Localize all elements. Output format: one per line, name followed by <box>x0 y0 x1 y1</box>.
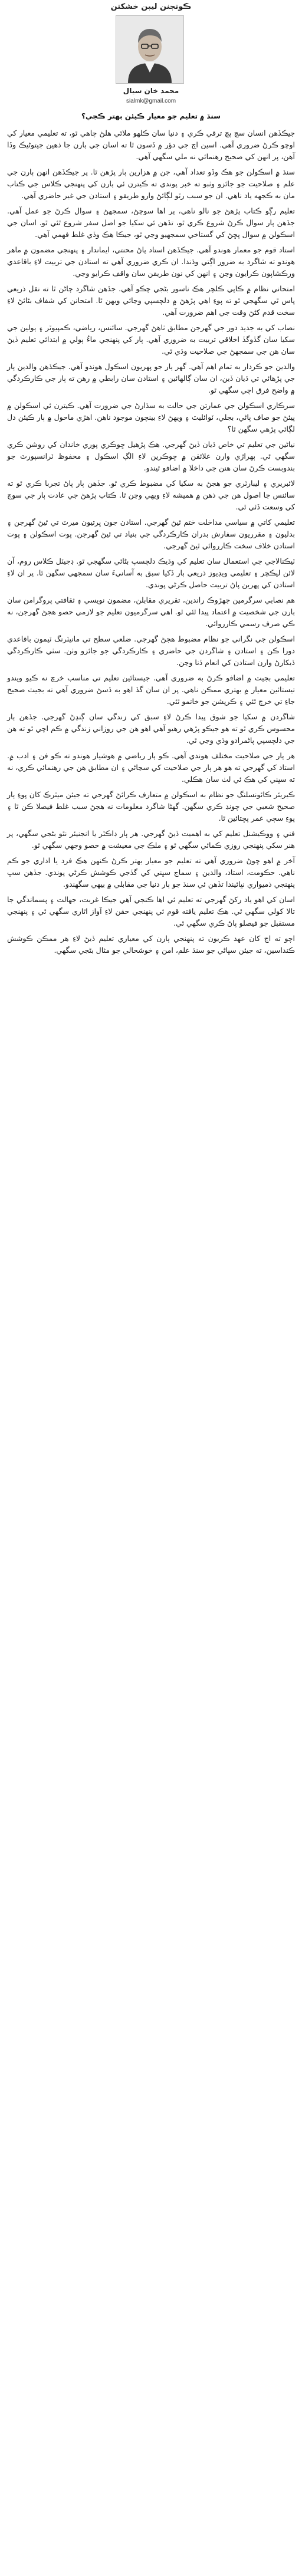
article-paragraph: لائبريري ۽ ليبارٽري جو هجڻ به سکيا کي مضبوط ڪري ٿو. جڏهن ٻار پاڻ تجربا ڪري ٿو ته سائنس جا اصول هن جي ذهن ۾ هميشه لاءِ ويهي وڃن ٿا. ڪتاب پڙهڻ جي عادت ٻار جي سوچ کي وسعت ڏئي ٿي. <box>7 479 295 511</box>
article-paragraph: نياڻين جي تعليم تي خاص ڌيان ڏيڻ گهرجي. هڪ پڙهيل ڇوڪري پوري خاندان کي روشن ڪري سگهي ٿي. ٻهراڙي وارن علائقن ۾ ڇوڪرين لاءِ الڳ اسڪول ۽ محفوظ ٽرانسپورٽ جو بندوبست ڪرڻ سان هنن جي داخلا ۾ اضافو ٿيندو. <box>7 440 295 472</box>
article-paragraph: اچو ته اڄ کان عهد ڪريون ته پنهنجي ٻارن کي معياري تعليم ڏيڻ لاءِ هر ممڪن ڪوشش ڪنداسين، ته جيئن سڀاڻي جو سنڌ علم، امن ۽ خوشحالي جو مثال بڻجي سگهي. <box>7 934 295 955</box>
article-paragraph: تعليم رڳو ڪتاب پڙهڻ جو نالو ناهي، پر اها سوچڻ، سمجهڻ ۽ سوال ڪرڻ جو عمل آهي. جڏهن ٻار سوال ڪرڻ شروع ڪري ٿو، تڏهن ئي سکيا جو اصل سفر شروع ٿئي ٿو. اسان جي اسڪولن ۾ سوال پڇڻ کي گستاخي سمجهيو وڃي ٿو، جيڪا هڪ وڏي غلط فهمي آهي. <box>7 206 295 239</box>
article-paragraph: آخر ۾ اهو چوڻ ضروري آهي ته تعليم جو معيار بهتر ڪرڻ ڪنهن هڪ فرد يا اداري جو ڪم ناهي. حڪومت، استاد، والدين ۽ سماج سڀني کي گڏجي ڪوشش ڪرڻي پوندي. جڏهن سڀ پنهنجي ذميواري نڀائيندا تڏهن ئي سنڌ جو ٻار دنيا جي مقابلي ۾ بيهي سگهندو. <box>7 856 295 889</box>
author-name: محمد خان سيال <box>123 87 179 95</box>
article-paragraph: والدين جو ڪردار به تمام اهم آهي. گهر ٻار جو پهريون اسڪول هوندو آهي. جيڪڏهن والدين ٻار جي پڙهائي تي ڌيان ڏين، ان سان ڳالهائين ۽ استادن سان رابطي ۾ رهن ته ٻار جي ڪارڪردگي ۾ واضح فرق اچي سگهي ٿو. <box>7 362 295 394</box>
article-paragraph: تعليمي کاتي ۾ سياسي مداخلت ختم ٿيڻ گهرجي. استادن جون ڀرتيون ميرٽ تي ٿيڻ گهرجن ۽ بدليون ۽ مقرريون سفارش بدران ڪارڪردگي جي بنياد تي ٿيڻ گهرجن. ڀوت اسڪولن ۽ ڀوت استادن خلاف سخت ڪارروائي ٿيڻ گهرجي. <box>7 518 295 550</box>
article-paragraph: استاد قوم جو معمار هوندو آهي. جيڪڏهن استاد پاڻ محنتي، ايماندار ۽ پنهنجي مضمون ۾ ماهر هوندو ته شاگرد به ضرور اڳتي وڌندا. ان ڪري ضروري آهي ته استادن جي تربيت لاءِ باقاعدي ورڪشاپون ڪرايون وڃن ۽ انهن کي نون طريقن سان واقف ڪرايو وڃي. <box>7 245 295 278</box>
column-masthead <box>0 0 302 13</box>
column-title: ڪوتجنن ليبن خشکتن <box>110 2 192 11</box>
author-portrait <box>116 15 184 84</box>
article-paragraph: نصاب کي به جديد دور جي گهرجن مطابق ٺاهڻ گهرجي. سائنس، رياضي، ڪمپيوٽر ۽ ٻولين جي سکيا سان گڏوگڏ اخلاقي تربيت به ضروري آهي. ٻار کي پنهنجي ماءُ ٻولي ۾ ابتدائي تعليم ڏيڻ سان هن جي سمجهڻ جي صلاحيت وڌي ٿي. <box>7 323 295 356</box>
article-paragraph: امتحاني نظام ۾ ڪاپي ڪلچر هڪ ناسور بڻجي چڪو آهي. جڏهن شاگرد ڄاڻن ٿا ته نقل ذريعي پاس ٿي سگهجي ٿو ته پوءِ اهي پڙهڻ ۾ دلچسپي وڃائي ويهن ٿا. امتحانن کي شفاف بڻائڻ لاءِ سخت قدم کڻڻ وقت جي اهم ضرورت آهي. <box>7 284 295 317</box>
article-paragraph: اسان کي اهو ياد رکڻ گهرجي ته تعليم ئي اها ڪنجي آهي جيڪا غربت، جهالت ۽ پسماندگي جا تالا کولي سگهي ٿي. هڪ تعليم يافته قوم ئي پنهنجي حقن لاءِ آواز اٿاري سگهي ٿي ۽ پنهنجي مستقبل جو فيصلو پاڻ ڪري سگهي ٿي. <box>7 895 295 927</box>
article-paragraph: جيڪڏهن انسان سچ پچ ترقي ڪري ۽ دنيا سان ڪلهو ملائي هلڻ چاهي ٿو، ته تعليمي معيار کي اوچو ڪرڻ ضروري آهي. اسين اڄ جي دؤر ۾ ڏسون ٿا ته اسان جي ٻارن جا ذهين جيتوڻيڪ وڏا آهن، پر انهن کي صحيح رهنمائي نه ملي سگهي آهي. <box>7 129 295 161</box>
article-paragraph: ڪيريئر ڪائونسلنگ جو نظام به اسڪولن ۾ متعارف ڪرائڻ گهرجي ته جيئن ميٽرڪ کان پوءِ ٻار صحيح شعبي جي چونڊ ڪري سگهن. گهڻا شاگرد معلومات نه هجڻ سبب غلط فيصلا ڪن ٿا ۽ پوءِ سڄي عمر پڇتائين ٿا. <box>7 790 295 823</box>
article-paragraph: تعليمي بجيٽ ۾ اضافو ڪرڻ به ضروري آهي. جيستائين تعليم تي مناسب خرچ نه ڪيو ويندو تيستائين معيار ۾ بهتري ممڪن ناهي. پر ان سان گڏ اهو به ڏسڻ ضروري آهي ته بجيٽ صحيح جاءِ تي خرچ ٿئي ۽ ڪرپشن جو خاتمو ٿئي. <box>7 673 295 706</box>
author-email[interactable]: sialmk@gmail.com <box>126 98 176 104</box>
article-paragraph: هم نصابي سرگرمين جهڙوڪ راندين، تقريري مقابلن، مضمون نويسي ۽ ثقافتي پروگرامن سان ٻارن جي شخصيت ۾ اعتماد پيدا ٿئي ٿو. اهي سرگرميون تعليم جو لازمي حصو هجڻ گهرجن، نه ڪي صرف رسمي ڪارروائي. <box>7 596 295 628</box>
article-paragraph: سنڌ ۾ اسڪولن جو هڪ وڏو تعداد آهي، جن ۾ هزارين ٻار پڙهن ٿا. پر جيڪڏهن انهن ٻارن جي علم ۽ صلاحيت جو جائزو وٺبو ته خبر پوندي ته ڪيترن ئي ٻارن کي پنهنجي ڪلاس جي ڪتاب مان به ڪجهه ياد ناهي. ان جو سبب رٽو لڳائڻ وارو طريقو ۽ استادن جي غير حاضري آهي. <box>7 167 295 200</box>
article-paragraph: هر ٻار جي صلاحيت مختلف هوندي آهي. ڪو ٻار رياضي ۾ هوشيار هوندو ته ڪو فن ۽ ادب ۾. استاد کي گهرجي ته هو هر ٻار جي صلاحيت کي سڃاڻي ۽ ان مطابق هن جي رهنمائي ڪري، نه ته سڀني کي هڪ ئي لٺ سان هڪلي. <box>7 751 295 784</box>
author-portrait-icon <box>116 16 183 83</box>
article-paragraph: شاگردن ۾ سکيا جو شوق پيدا ڪرڻ لاءِ سبق کي زندگي سان ڳنڍڻ گهرجي. جڏهن ٻار محسوس ڪري ٿو ته هو جيڪو پڙهي رهيو آهي اهو هن جي روزاني زندگي ۾ ڪم اچي ٿو ته هن جي دلچسپي پاڻمرادو وڌي وڃي ٿي. <box>7 712 295 745</box>
article-paragraph: ٽيڪنالاجي جي استعمال سان تعليم کي وڌيڪ دلچسپ بڻائي سگهجي ٿو. ڊجيٽل ڪلاس روم، آن لائن ليڪچر ۽ تعليمي ويڊيوز ذريعي ٻار ڏکيا سبق به آسانيءَ سان سمجهي سگهن ٿا. پر ان لاءِ استادن کي پهرين پاڻ تربيت حاصل ڪرڻي پوندي. <box>7 557 295 589</box>
article-headline: سنڌ ۾ تعليم جو معيار ڪيئن بهتر ڪجي؟ <box>81 112 221 120</box>
article-body <box>7 127 295 960</box>
article-paragraph: اسڪولن جي نگراني جو نظام مضبوط هجڻ گهرجي. ضلعي سطح تي مانيٽرنگ ٽيمون باقاعدي دورا ڪن ۽ استادن ۽ شاگردن جي حاضري ۽ ڪارڪردگي جو جائزو وٺن. سٺي ڪارڪردگي ڏيکارڻ وارن استادن کي انعام ڏنا وڃن. <box>7 634 295 667</box>
article-paragraph: فني ۽ ووڪيشنل تعليم کي به اهميت ڏيڻ گهرجي. هر ٻار ڊاڪٽر يا انجنيئر نٿو بڻجي سگهي، پر هنر سکي پنهنجي روزي ڪمائي سگهي ٿو ۽ ملڪ جي معيشت ۾ حصو وجهي سگهي ٿو. <box>7 829 295 850</box>
article-paragraph: سرڪاري اسڪولن جي عمارتن جي حالت به سڌارڻ جي ضرورت آهي. ڪيترن ئي اسڪولن ۾ پيئڻ جو صاف پاڻي، بجلي، ٽوائليٽ ۽ ويهڻ لاءِ بينچون موجود ناهن. اهڙي ماحول ۾ ٻار ڪيئن دل لڳائي پڙهي سگهن ٿا؟ <box>7 401 295 433</box>
